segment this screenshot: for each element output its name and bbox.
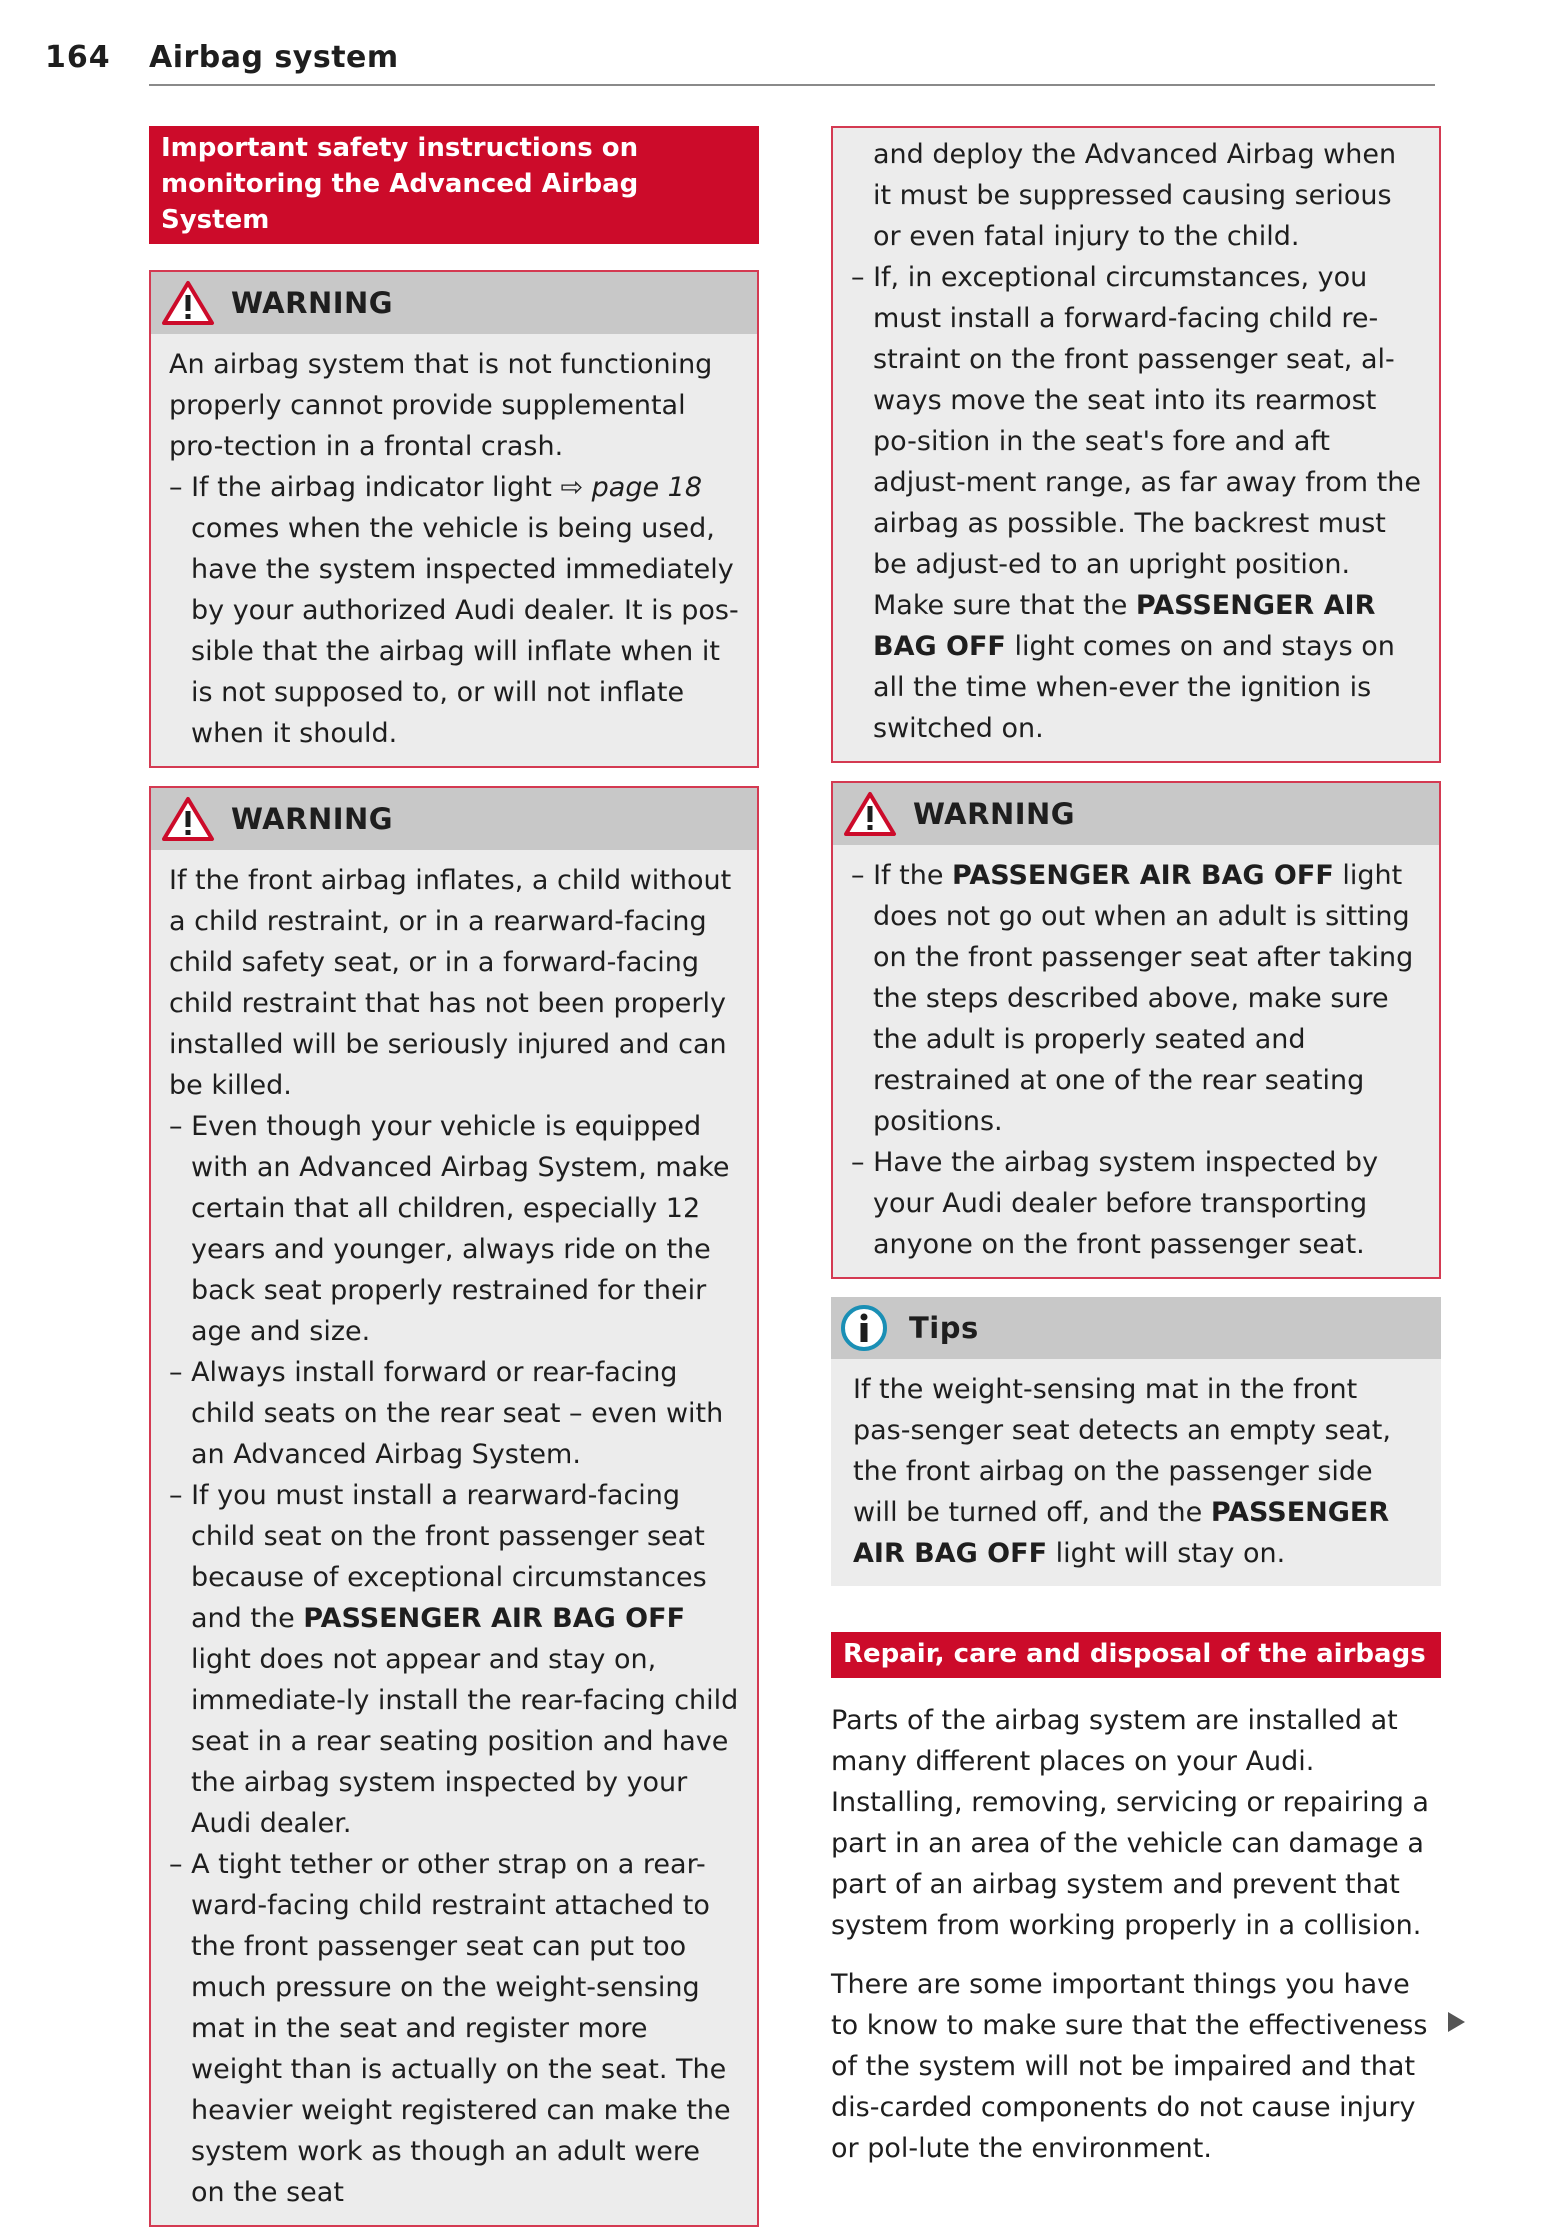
page-number: 164 bbox=[45, 40, 111, 75]
item-text: light comes on and stays on all the time when-ever the ignition is switched on. bbox=[873, 631, 1395, 744]
item-text: – If, in exceptional circumstances, you must install a forward-facing child re-straint on the front passenger seat, al-ways move the seat into its rearmost po-sition in the seat's fore and aft adjust-ment range, as far away from the airbag as possible. The backrest must be adjust-ed to an upright position. Make sure that the bbox=[851, 262, 1421, 621]
warning-item bbox=[169, 1475, 739, 1844]
warning-body bbox=[151, 850, 757, 2225]
tips-header bbox=[831, 1297, 1441, 1359]
tips-body bbox=[831, 1359, 1441, 1586]
item-text: light does not appear and stay on, immediate-ly install the rear-facing child seat in a rear seating position and have the airbag system inspected by your Audi dealer. bbox=[191, 1644, 739, 1839]
warning-item: – A tight tether or other strap on a rear-ward-facing child restraint attached to the front passenger seat can put too much pressure on the weight-sensing mat in the seat and register more weight than is actually on the seat. The heavier weight registered can make the system work as though an adult were on the seat bbox=[169, 1849, 731, 2208]
warning-item: – Even though your vehicle is equipped with an Advanced Airbag System, make certain that all children, especially 12 years and younger, always ride on the back seat properly restrained for their age and size. bbox=[169, 1111, 730, 1347]
item-text: – If the airbag indicator light bbox=[169, 472, 561, 503]
item-text: light does not go out when an adult is sitting on the front passenger seat after taking the steps described above, make sure the adult is properly seated and restrained at one of the rear seating positions. bbox=[873, 860, 1414, 1137]
warning-label: WARNING bbox=[913, 797, 1076, 831]
warning-triangle-icon bbox=[161, 796, 215, 842]
indicator-name: PASSENGER AIR BAG OFF bbox=[952, 860, 1334, 891]
warning-triangle-icon bbox=[843, 791, 897, 837]
warning-header bbox=[833, 783, 1439, 845]
warning-body bbox=[833, 128, 1439, 761]
warning-box-2 bbox=[149, 786, 759, 2227]
page-reference-link[interactable]: ⇨ page 18 bbox=[560, 472, 703, 503]
warning-item bbox=[169, 467, 739, 754]
warning-item: – Always install forward or rear-facing child seats on the rear seat – even with an Advanced Airbag System. bbox=[169, 1357, 724, 1470]
warning-triangle-icon bbox=[161, 280, 215, 326]
warning-intro: If the front airbag inflates, a child without a child restraint, or in a rearward-facing child safety seat, or in a forward-facing child restraint that has not been properly installed will be seriously injured and can be killed. bbox=[169, 865, 732, 1101]
indicator-name: PASSENGER AIR BAG OFF bbox=[303, 1603, 686, 1634]
right-column bbox=[831, 126, 1441, 2169]
warning-item bbox=[851, 855, 1421, 1142]
header-rule bbox=[149, 84, 1435, 86]
warning-item bbox=[851, 257, 1421, 749]
warning-box-3 bbox=[831, 781, 1441, 1279]
section-title-repair: Repair, care and disposal of the airbags bbox=[831, 1632, 1441, 1678]
warning-intro: An airbag system that is not functioning properly cannot provide supplemental pro-tection in a frontal crash. bbox=[169, 349, 713, 462]
warning-box-continued bbox=[831, 126, 1441, 763]
section-title-safety: Important safety instructions on monitoring the Advanced Airbag System bbox=[149, 126, 759, 244]
tips-text bbox=[853, 1369, 1423, 1574]
next-page-arrow-icon[interactable] bbox=[1448, 2012, 1465, 2032]
warning-label: WARNING bbox=[231, 802, 394, 836]
info-icon bbox=[839, 1303, 889, 1353]
indicator-name: PASSENGER AIR BAG OFF bbox=[853, 1497, 1390, 1569]
warning-body bbox=[151, 334, 757, 766]
warning-header bbox=[151, 788, 757, 850]
page-header bbox=[45, 40, 1435, 86]
item-text: – If you must install a rearward-facing child seat on the front passenger seat because of exceptional circumstances and the bbox=[169, 1480, 707, 1634]
tips-box bbox=[831, 1297, 1441, 1586]
tips-label: Tips bbox=[909, 1311, 979, 1345]
continued-text: and deploy the Advanced Airbag when it must be suppressed causing serious or even fatal injury to the child. bbox=[873, 139, 1397, 252]
left-column bbox=[149, 126, 759, 2227]
warning-box-1 bbox=[149, 270, 759, 768]
tips-text-part: If the weight-sensing mat in the front pas-senger seat detects an empty seat, the front airbag on the passenger side will be turned off, and the bbox=[853, 1374, 1391, 1528]
body-paragraph: Parts of the airbag system are installed at many different places on your Audi. Installing, removing, servicing or repairing a part in an area of the vehicle can damage a part of an airbag system and prevent that system from working properly in a collision. bbox=[831, 1705, 1429, 1941]
indicator-name: PASSENGER AIR BAG OFF bbox=[873, 590, 1376, 662]
page-title: Airbag system bbox=[149, 40, 399, 75]
warning-item: – Have the airbag system inspected by your Audi dealer before transporting anyone on the front passenger seat. bbox=[851, 1147, 1379, 1260]
item-text: – If the bbox=[851, 860, 953, 891]
item-text: comes when the vehicle is being used, have the system inspected immediately by your authorized Audi dealer. It is pos-sible that the airbag will inflate when it is not supposed to, or will not inflate when it should. bbox=[191, 513, 739, 749]
warning-label: WARNING bbox=[231, 286, 394, 320]
body-paragraph: There are some important things you have to know to make sure that the effectiveness of the system will not be impaired and that dis-carded components do not cause injury or pol-lute the environment. bbox=[831, 1969, 1428, 2164]
warning-body bbox=[833, 845, 1439, 1277]
tips-text-part: light will stay on. bbox=[1047, 1538, 1286, 1569]
warning-header bbox=[151, 272, 757, 334]
